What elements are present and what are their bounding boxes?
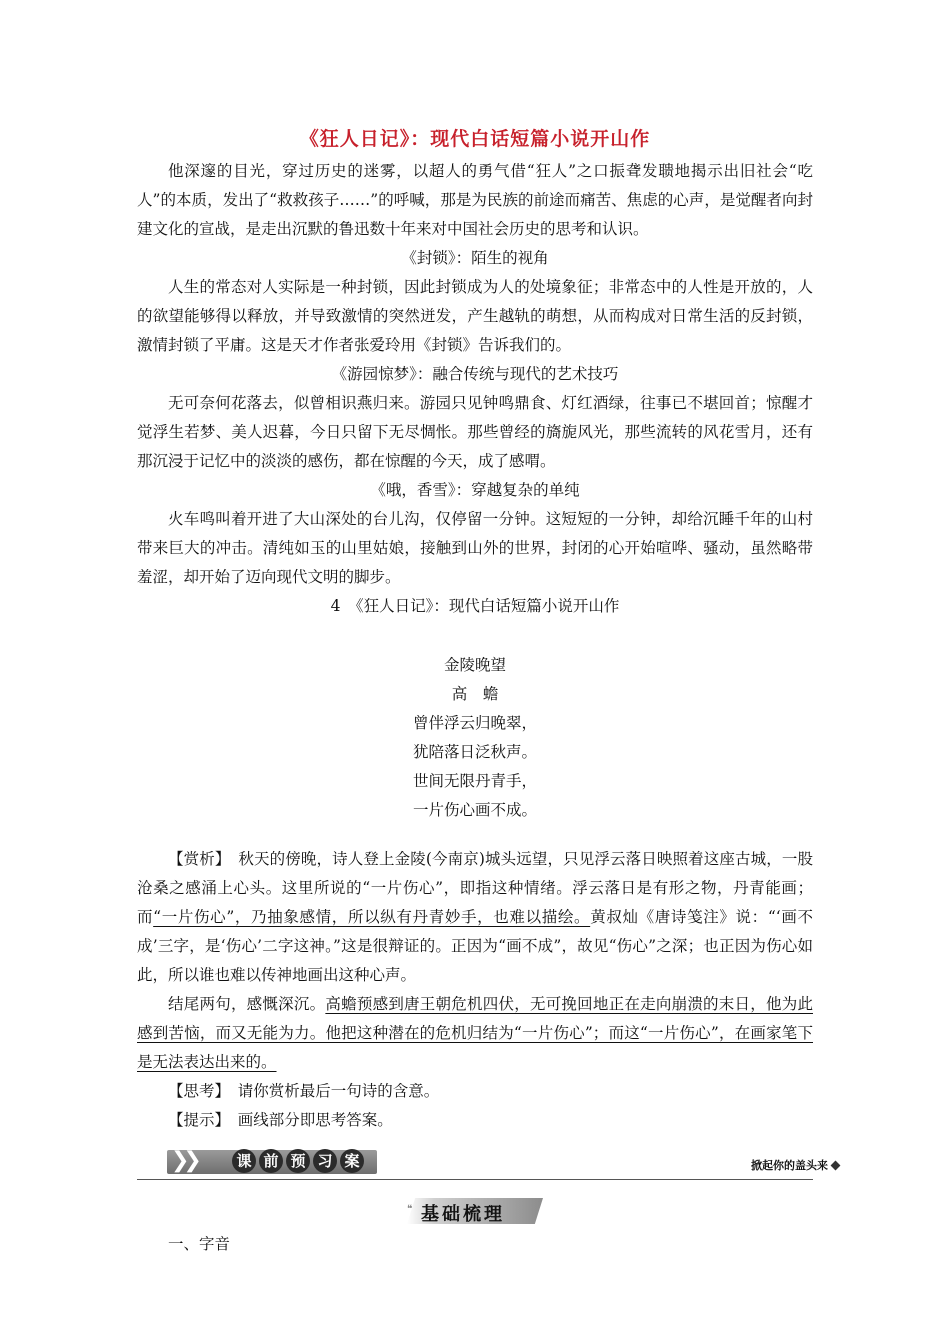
hint-line xyxy=(137,1106,813,1135)
subsection-heading: 一、字音 xyxy=(168,1235,231,1253)
xiangxue-text: 火车鸣叫着开进了大山深处的台儿沟，仅停留一分钟。这短短的一分钟，却给沉睡千年的山村带来巨大的冲击。清纯如玉的山里姑娘，接触到山外的世界，封闭的心开始喧哗、骚动，虽然略带羞涩，却开始了迈向现代文明的脚步。 xyxy=(137,510,813,586)
preview-banner xyxy=(137,1145,828,1180)
banner-char: 案 xyxy=(340,1149,364,1173)
appreciation-paragraph-2 xyxy=(137,990,813,1077)
section-heading-text: 基础梳理 xyxy=(421,1204,505,1225)
spacer xyxy=(137,825,813,845)
document-page xyxy=(137,118,828,1259)
appreciation-text: 秋天的傍晚，诗人登上金陵(今南京)城头远望，只见浮云落日映照着这座古城，一股沧桑之感涌上心头。这里所说的“一片伤心”，即指这种情绪。浮云落日是有形之物，丹青能画；而 xyxy=(137,850,813,926)
fengsuo-title: 《封锁》：陌生的视角 xyxy=(401,249,549,267)
poem-line: 犹陪落日泛秋声。 xyxy=(412,743,537,761)
underlined-answer: 高蟾预感到唐王朝危机四伏，无可挽回地正在走向崩溃的末日，他为此感到苦恼，而又无能为力。他把这种潜在的危机归结为“一片伤心”；而这“一片伤心”，在画家笔下是无法表达出来的。 xyxy=(137,995,813,1071)
main-title: 《狂人日记》：现代白话短篇小说开山作 xyxy=(299,128,651,150)
spacer xyxy=(137,621,813,651)
diamond-icon xyxy=(831,1161,841,1171)
poem-title: 金陵晚望 xyxy=(443,656,506,674)
appreciation-text: 黄叔灿《唐诗笺注》说：“‘画不成’三字，是‘伤心’二字这神。”这是很辩证的。正因为“画不成”，故见“伤心”之深；也正因为伤心如此，所以谁也难以传神地画出这种心声。 xyxy=(137,908,813,984)
decoration-icon: ❝ xyxy=(407,1204,413,1215)
section-heading xyxy=(137,1190,813,1230)
youyuan-text: 无可奈何花落去，似曾相识燕归来。游园只见钟鸣鼎食、灯红酒绿，往事已不堪回首；惊醒才觉浮生若梦、美人迟暮，今日只留下无尽惆怅。那些曾经的旖旎风光，那些流转的风花雪月，还有那沉浸于记忆中的淡淡的感伤，都在惊醒的今天，成了感喟。 xyxy=(137,394,813,470)
banner-char: 习 xyxy=(313,1149,337,1173)
xiangxue-title: 《哦，香雪》：穿越复杂的单纯 xyxy=(370,481,580,499)
banner-char: 前 xyxy=(259,1149,283,1173)
banner-title xyxy=(232,1149,364,1173)
banner-right xyxy=(751,1157,839,1173)
hint-label: 【提示】 xyxy=(168,1111,223,1129)
poem-author: 高 蟾 xyxy=(451,685,499,703)
youyuan-title: 《游园惊梦》：融合传统与现代的艺术技巧 xyxy=(331,365,619,383)
think-label: 【思考】 xyxy=(168,1082,223,1100)
double-chevron-icon: ❯❯ xyxy=(171,1148,196,1173)
poem-line: 一片伤心画不成。 xyxy=(412,801,537,819)
fengsuo-text: 人生的常态对人实际是一种封锁，因此封锁成为人的处境象征；非常态中的人性是开放的，人的欲望能够得以释放，并导致激情的突然迸发，产生越轨的萌想，从而构成对日常生活的反封锁，激情封锁了平庸。这是天才作者张爱玲用《封锁》告诉我们的。 xyxy=(137,278,813,354)
underlined-answer: “一片伤心”，乃抽象感情，所以纵有丹青妙手，也难以描绘。 xyxy=(153,908,591,926)
intro-kuangren: 他深邃的目光，穿过历史的迷雾，以超人的勇气借“狂人”之口振聋发聩地揭示出旧社会“吃人”的本质，发出了“救救孩子……”的呼喊，那是为民族的前途而痛苦、焦虑的心声，是觉醒者向封建文化的宣战，是走出沉默的鲁迅数十年来对中国社会历史的思考和认识。 xyxy=(137,162,813,238)
poem-line: 曾伴浮云归晚翠， xyxy=(412,714,537,732)
banner-char: 预 xyxy=(286,1149,310,1173)
poem-line: 世间无限丹青手， xyxy=(412,772,537,790)
appreciation-label: 【赏析】 xyxy=(168,850,223,868)
appreciation-text: 结尾两句，感慨深沉。 xyxy=(168,995,326,1013)
lesson-heading: 4 《狂人日记》：现代白话短篇小说开山作 xyxy=(330,597,620,615)
hint-text: 画线部分即思考答案。 xyxy=(222,1111,393,1129)
think-text: 请你赏析最后一句诗的含意。 xyxy=(222,1082,440,1100)
banner-char: 课 xyxy=(232,1149,256,1173)
think-line xyxy=(137,1077,813,1106)
appreciation-paragraph-1 xyxy=(137,845,813,990)
banner-right-text: 掀起你的盖头来 xyxy=(751,1159,828,1172)
